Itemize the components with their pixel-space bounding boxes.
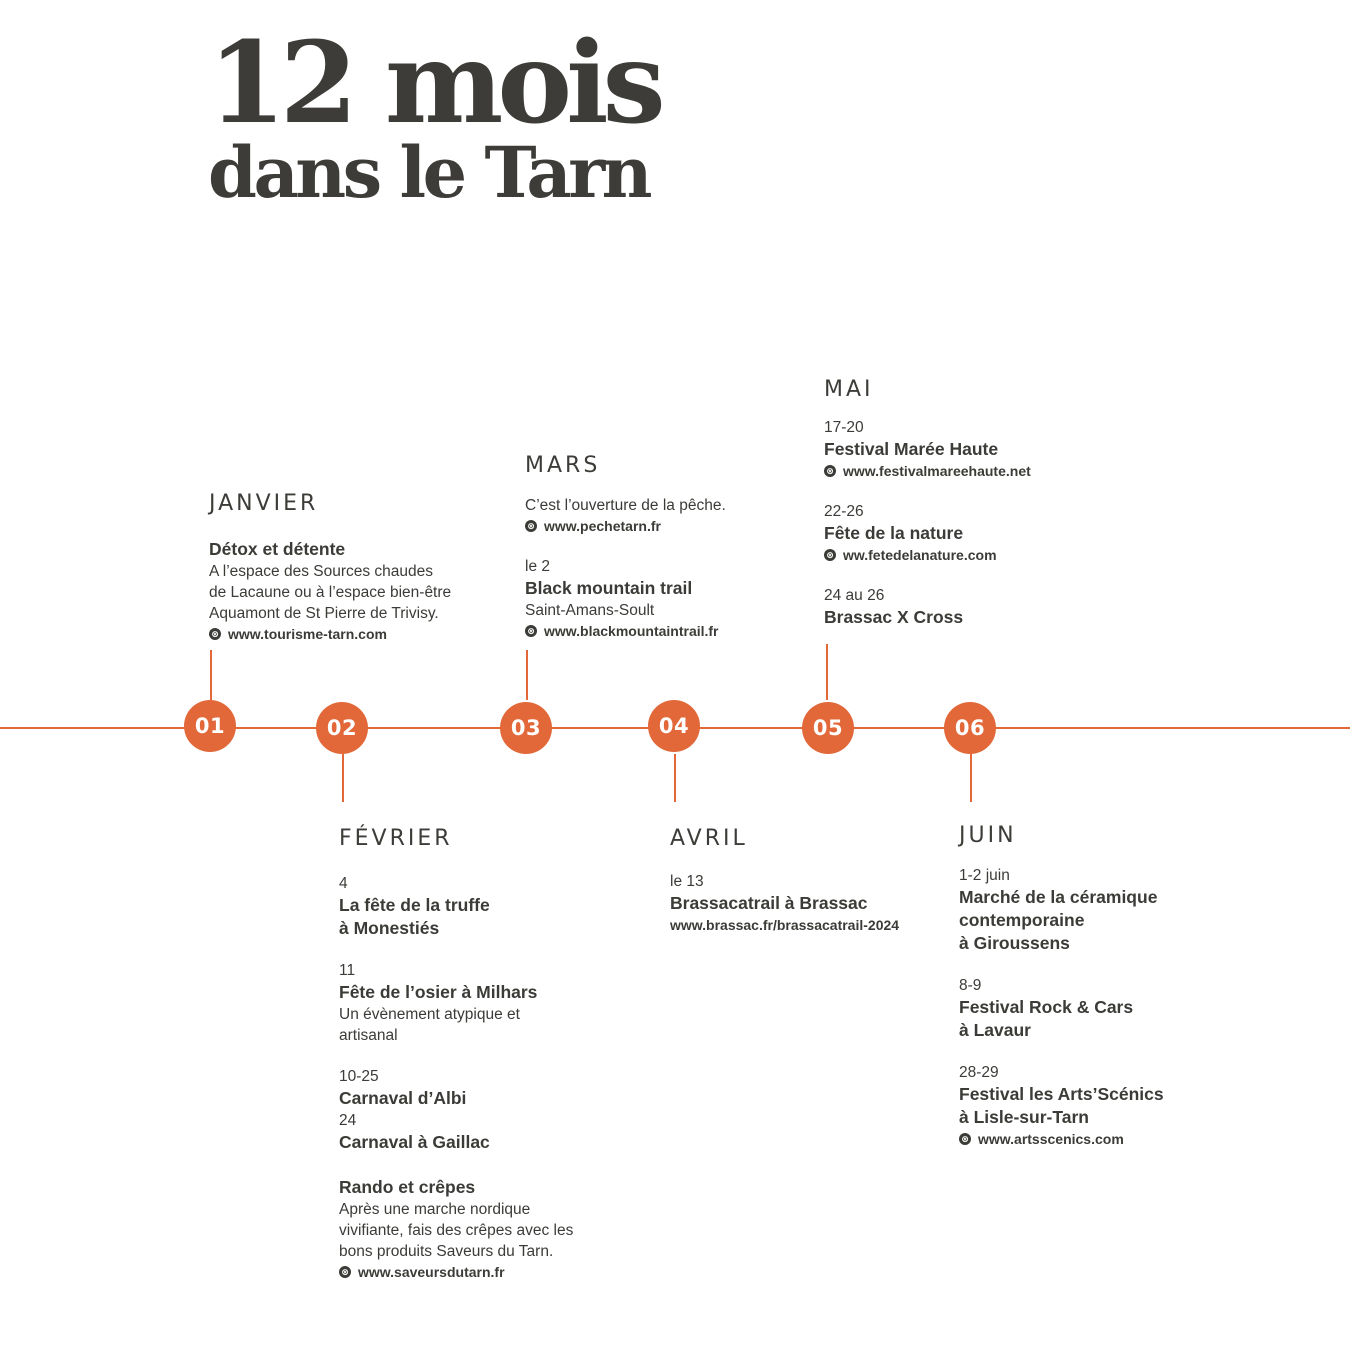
event xyxy=(525,556,825,641)
event-title: Festival Marée Haute xyxy=(824,439,999,459)
link-text[interactable]: www.artsscenics.com xyxy=(978,1131,1124,1147)
event-title: La fête de la truffe xyxy=(339,895,490,915)
event-title: contemporaine xyxy=(959,910,1085,930)
event-date: 24 au 26 xyxy=(824,587,885,604)
event-link[interactable] xyxy=(959,1129,1259,1149)
month-avril xyxy=(670,826,970,957)
event xyxy=(959,1062,1259,1149)
event-desc: C’est l’ouverture de la pêche. xyxy=(525,497,726,514)
event-date: 10-25 xyxy=(339,1068,379,1085)
event-title: Festival Rock & Cars xyxy=(959,997,1134,1017)
event-link[interactable] xyxy=(525,621,825,641)
timeline-node-01: 01 xyxy=(184,700,236,752)
event-title: Brassac X Cross xyxy=(824,607,964,627)
event xyxy=(339,1066,639,1154)
event-title: Détox et détente xyxy=(209,539,346,559)
event-title: Fête de la nature xyxy=(824,523,964,543)
timeline-node-05: 05 xyxy=(802,702,854,754)
globe-icon: ⊗ xyxy=(525,520,537,532)
globe-icon: ⊗ xyxy=(824,465,836,477)
timeline-node-06: 06 xyxy=(944,702,996,754)
event-date: le 2 xyxy=(525,558,550,575)
event xyxy=(824,501,1124,565)
event-title: Black mountain trail xyxy=(525,578,693,598)
event-desc: Aquamont de St Pierre de Trivisy. xyxy=(209,605,439,622)
event-link[interactable] xyxy=(824,461,1124,481)
event-desc: Un évènement atypique et xyxy=(339,1006,520,1023)
event-date: 4 xyxy=(339,875,348,892)
event-title: Rando et crêpes xyxy=(339,1177,476,1197)
event-desc: A l’espace des Sources chaudes xyxy=(209,563,434,580)
event xyxy=(209,538,509,644)
event-date: le 13 xyxy=(670,873,704,890)
link-text[interactable]: ww.fetedelanature.com xyxy=(843,547,997,563)
event-title: à Lavaur xyxy=(959,1020,1031,1040)
month-label: JANVIER xyxy=(209,491,319,516)
link-text[interactable]: www.pechetarn.fr xyxy=(544,518,661,534)
month-label: JUIN xyxy=(959,823,1017,848)
event xyxy=(959,865,1259,955)
link-text[interactable]: www.blackmountaintrail.fr xyxy=(544,623,719,639)
event-desc: vivifiante, fais des crêpes avec les xyxy=(339,1222,574,1239)
timeline-node-04: 04 xyxy=(648,700,700,752)
link-text[interactable]: www.tourisme-tarn.com xyxy=(228,626,387,642)
event xyxy=(959,975,1259,1042)
connector-juin xyxy=(970,754,972,802)
timeline-node-02: 02 xyxy=(316,702,368,754)
month-label: MAI xyxy=(824,377,874,402)
event-date: 28-29 xyxy=(959,1064,999,1081)
event-link[interactable] xyxy=(525,516,825,536)
page-subtitle: dans le Tarn xyxy=(208,131,649,214)
event-date: 8-9 xyxy=(959,977,982,994)
globe-icon: ⊗ xyxy=(209,628,221,640)
event xyxy=(670,871,970,935)
event-date: 1-2 juin xyxy=(959,867,1010,884)
timeline-node-03: 03 xyxy=(500,702,552,754)
page-title: 12 mois xyxy=(208,18,660,149)
link-text[interactable]: www.festivalmareehaute.net xyxy=(843,463,1031,479)
connector-fevrier xyxy=(342,754,344,802)
connector-avril xyxy=(674,754,676,802)
event-link[interactable] xyxy=(824,545,1124,565)
globe-icon: ⊗ xyxy=(525,625,537,637)
event-title: Marché de la céramique xyxy=(959,887,1158,907)
event-link[interactable] xyxy=(670,915,970,935)
event xyxy=(339,873,639,940)
month-label: FÉVRIER xyxy=(339,826,453,851)
event-date: 24 xyxy=(339,1112,357,1129)
event-date: 22-26 xyxy=(824,503,864,520)
event-link[interactable] xyxy=(339,1262,639,1282)
month-janvier xyxy=(209,491,509,666)
event xyxy=(824,585,1124,629)
event-title: Carnaval d’Albi xyxy=(339,1088,467,1108)
link-text[interactable]: www.brassac.fr/brassacatrail-2024 xyxy=(670,917,900,933)
event-title: Fête de l’osier à Milhars xyxy=(339,982,538,1002)
event-desc: Après une marche nordique xyxy=(339,1201,531,1218)
event-desc: de Lacaune ou à l’espace bien-être xyxy=(209,584,452,601)
event-title: Carnaval à Gaillac xyxy=(339,1132,490,1152)
month-fevrier xyxy=(339,826,639,1304)
event-date: 17-20 xyxy=(824,419,864,436)
connector-mai xyxy=(826,644,828,700)
month-label: AVRIL xyxy=(670,826,748,851)
event-link[interactable] xyxy=(209,624,509,644)
month-mars xyxy=(525,453,825,663)
link-text[interactable]: www.saveursdutarn.fr xyxy=(358,1264,505,1280)
globe-icon: ⊗ xyxy=(824,549,836,561)
globe-icon: ⊗ xyxy=(959,1133,971,1145)
event-title: à Monestiés xyxy=(339,918,440,938)
event-title: à Lisle-sur-Tarn xyxy=(959,1107,1089,1127)
event-desc: bons produits Saveurs du Tarn. xyxy=(339,1243,554,1260)
event xyxy=(339,1176,639,1282)
event xyxy=(339,960,639,1046)
event-title: Festival les Arts’Scénics xyxy=(959,1084,1164,1104)
event xyxy=(525,495,825,536)
event-desc: Saint-Amans-Soult xyxy=(525,602,655,619)
month-mai xyxy=(824,377,1124,651)
month-juin xyxy=(959,823,1259,1171)
globe-icon: ⊗ xyxy=(339,1266,351,1278)
event-date: 11 xyxy=(339,962,356,979)
month-label: MARS xyxy=(525,453,601,478)
event-desc: artisanal xyxy=(339,1027,398,1044)
event-title: Brassacatrail à Brassac xyxy=(670,893,868,913)
event-title: à Giroussens xyxy=(959,933,1070,953)
event xyxy=(824,417,1124,481)
